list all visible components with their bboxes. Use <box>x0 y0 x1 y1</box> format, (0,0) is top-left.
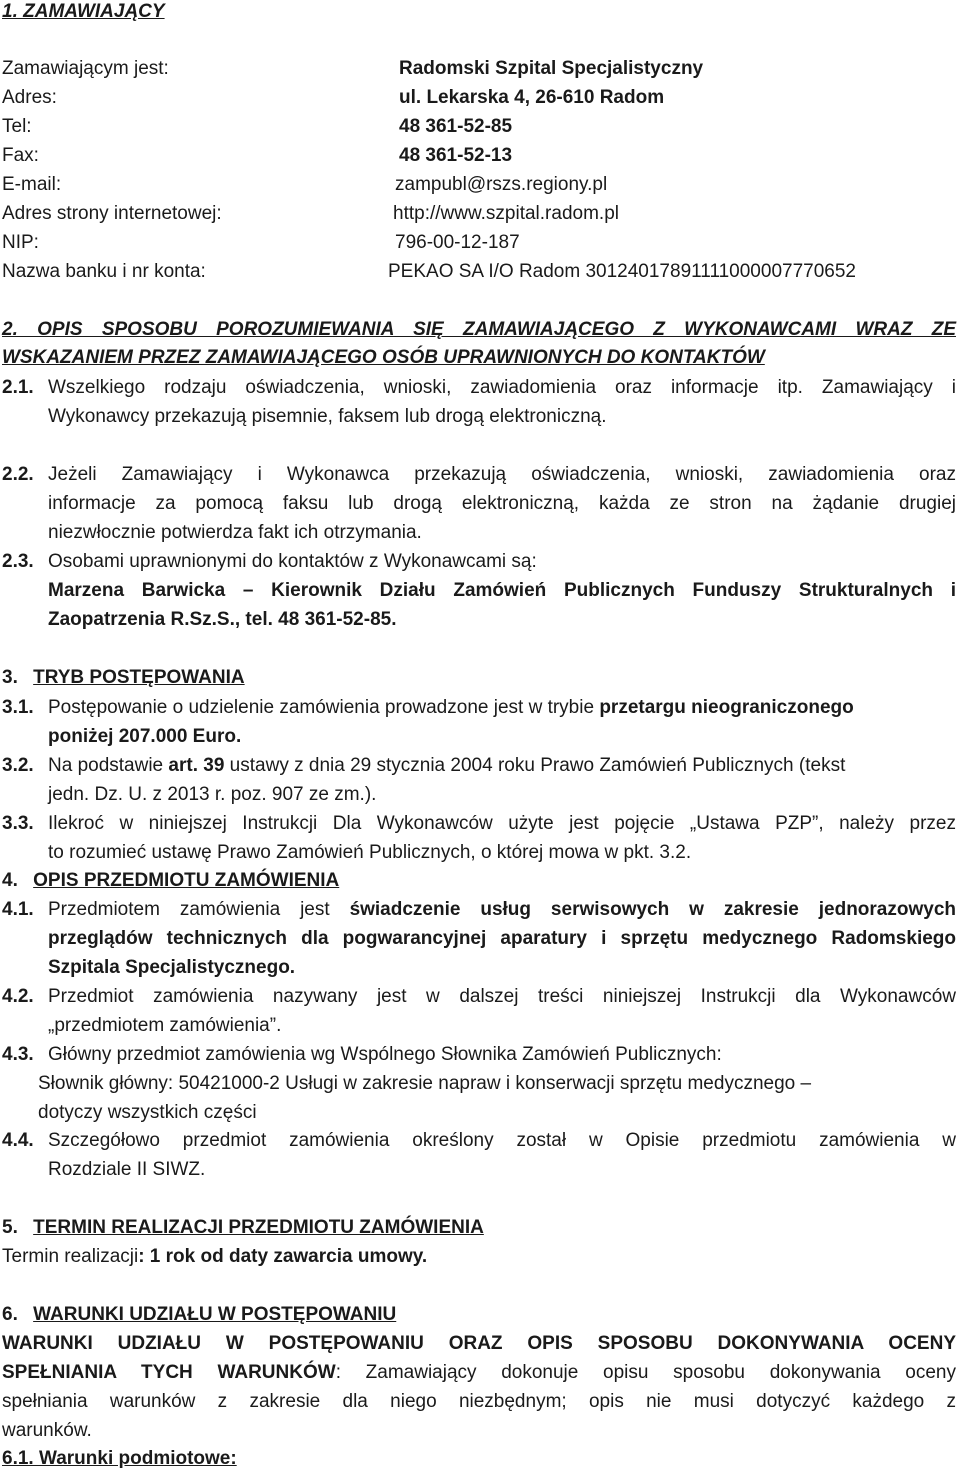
section-5-heading-number: 5. <box>2 1217 18 1238</box>
section-6-heading-text: WARUNKI UDZIAŁU W POSTĘPOWANIU <box>33 1304 397 1325</box>
item-4-1-line-3: Szpitala Specjalistycznego. <box>48 957 296 978</box>
item-3-1-text: Postępowanie o udzielenie zamówienia prowadzone jest w trybie <box>48 697 600 718</box>
item-4-2-line-2: „przedmiotem zamówienia”. <box>48 1015 282 1036</box>
label-nip: NIP: <box>2 232 39 253</box>
item-2-2-line-1: Jeżeli Zamawiający i Wykonawca przekazują oświadczenia, wnioski, zawiadomienia oraz <box>48 464 956 485</box>
item-2-1-number: 2.1. <box>2 377 34 398</box>
item-2-2-number: 2.2. <box>2 464 34 485</box>
item-2-2-line-2: informacje za pomocą faksu lub drogą elektroniczną, każda ze stron na żądanie drugiej <box>48 493 956 514</box>
item-4-1-line-1 <box>48 898 956 922</box>
item-3-1-number: 3.1. <box>2 697 34 718</box>
section-5-heading-text: TERMIN REALIZACJI PRZEDMIOTU ZAMÓWIENIA <box>33 1217 484 1238</box>
value-zamawiajacy: Radomski Szpital Specjalistyczny <box>399 58 704 79</box>
item-3-3-number: 3.3. <box>2 813 34 834</box>
section-4-heading <box>2 869 339 893</box>
value-email[interactable]: zampubl@rszs.regiony.pl <box>395 174 608 195</box>
item-3-2-line-1 <box>48 754 845 778</box>
item-4-1-number: 4.1. <box>2 899 34 920</box>
item-3-3-line-1: Ilekroć w niniejszej Instrukcji Dla Wykonawców użyte jest pojęcie „Ustawa PZP”, należy przez <box>48 813 956 834</box>
item-3-1-line-1 <box>48 696 854 720</box>
item-4-4-line-2: Rozdziale II SIWZ. <box>48 1159 206 1180</box>
value-adres: ul. Lekarska 4, 26-610 Radom <box>399 87 665 108</box>
label-zamawiajacy: Zamawiającym jest: <box>2 58 169 79</box>
section-6-line-3: spełniania warunków z zakresie dla niego niezbędnym; opis nie musi dotyczyć każdego z <box>2 1391 956 1412</box>
item-4-2-line-1: Przedmiot zamówienia nazywany jest w dalszej treści niniejszej Instrukcji dla Wykonawców <box>48 986 956 1007</box>
item-4-3-line-2: Słownik główny: 50421000-2 Usługi w zakresie napraw i konserwacji sprzętu medycznego – <box>38 1073 812 1094</box>
item-3-3-line-2: to rozumieć ustawę Prawo Zamówień Publicznych, o której mowa w pkt. 3.2. <box>48 842 692 863</box>
item-4-1-service: świadczenie usług serwisowych w zakresie jednorazowych <box>349 899 956 920</box>
item-2-1-line-1: Wszelkiego rodzaju oświadczenia, wnioski, zawiadomienia oraz informacje itp. Zamawiający i <box>48 377 956 398</box>
item-3-1-line-2: poniżej 207.000 Euro. <box>48 726 242 747</box>
completion-term <box>2 1245 427 1269</box>
section-3-heading-number: 3. <box>2 667 18 688</box>
item-4-1-text: Przedmiotem zamówienia jest <box>48 899 350 920</box>
item-4-2-number: 4.2. <box>2 986 34 1007</box>
item-3-2-line-2: jedn. Dz. U. z 2013 r. poz. 907 ze zm.). <box>48 784 377 805</box>
label-fax: Fax: <box>2 145 39 166</box>
item-4-3-line-3: dotyczy wszystkich części <box>38 1102 257 1123</box>
label-adres: Adres: <box>2 87 57 108</box>
label-bank: Nazwa banku i nr konta: <box>2 261 206 282</box>
section-6-line-2 <box>2 1361 956 1385</box>
item-4-3-number: 4.3. <box>2 1044 34 1065</box>
section-3-heading-text: TRYB POSTĘPOWANIA <box>33 667 245 688</box>
item-4-4-number: 4.4. <box>2 1130 34 1151</box>
section-6-line-4: warunków. <box>2 1420 92 1441</box>
item-3-1-trybe: przetargu nieograniczonego <box>599 697 854 718</box>
value-website[interactable]: http://www.szpital.radom.pl <box>393 203 619 224</box>
label-tel: Tel: <box>2 116 32 137</box>
item-2-2-line-3: niezwłocznie potwierdza fakt ich otrzymania. <box>48 522 422 543</box>
section-5-heading <box>2 1216 484 1240</box>
section-6-heading <box>2 1303 396 1327</box>
completion-term-label: Termin realizacji <box>2 1246 139 1267</box>
item-3-2-number: 3.2. <box>2 755 34 776</box>
item-3-2-text-b: ustawy z dnia 29 stycznia 2004 roku Prawo Zamówień Publicznych (tekst <box>224 755 846 776</box>
section-6-heading-number: 6. <box>2 1304 18 1325</box>
item-3-2-art: art. <box>168 755 198 776</box>
item-2-3-contact-person: Marzena Barwicka – Kierownik Działu Zamówień Publicznych Funduszy Strukturalnych i <box>48 580 956 601</box>
item-2-1-line-2: Wykonawcy przekazują pisemnie, faksem lub drogą elektroniczną. <box>48 406 607 427</box>
section-2-heading-line-2: WSKAZANIEM PRZEZ ZAMAWIAJĄCEGO OSÓB UPRAWNIONYCH DO KONTAKTÓW <box>2 347 765 368</box>
value-fax: 48 361-52-13 <box>399 145 513 166</box>
item-2-3-number: 2.3. <box>2 551 34 572</box>
item-2-3-contact-tel: Zaopatrzenia R.Sz.S., tel. 48 361-52-85. <box>48 609 397 630</box>
section-4-heading-text: OPIS PRZEDMIOTU ZAMÓWIENIA <box>33 870 340 891</box>
item-4-4-line-1: Szczegółowo przedmiot zamówienia określony został w Opisie przedmiotu zamówienia w <box>48 1130 956 1151</box>
section-3-heading <box>2 666 245 690</box>
section-6-conditions-text: : Zamawiający dokonuje opisu sposobu dokonywania oceny <box>335 1362 957 1383</box>
completion-term-value: : 1 rok od daty zawarcia umowy. <box>138 1246 428 1267</box>
label-email: E-mail: <box>2 174 62 195</box>
section-4-heading-number: 4. <box>2 870 18 891</box>
value-bank: PEKAO SA I/O Radom 30124017891111000007770652 <box>388 261 856 282</box>
item-4-3-line-1: Główny przedmiot zamówienia wg Wspólnego Słownika Zamówień Publicznych: <box>48 1044 722 1065</box>
section-6-1-heading: 6.1. Warunki podmiotowe: <box>2 1448 237 1469</box>
section-6-line-1: WARUNKI UDZIAŁU W POSTĘPOWANIU ORAZ OPIS SPOSOBU DOKONYWANIA OCENY <box>2 1333 956 1354</box>
section-6-conditions-label: SPEŁNIANIA TYCH WARUNKÓW <box>2 1362 336 1383</box>
item-3-2-text-a: Na podstawie <box>48 755 169 776</box>
label-website: Adres strony internetowej: <box>2 203 222 224</box>
item-2-3-line-1: Osobami uprawnionymi do kontaktów z Wykonawcami są: <box>48 551 537 572</box>
value-tel: 48 361-52-85 <box>399 116 513 137</box>
section-1-heading: 1. ZAMAWIAJĄCY <box>2 1 165 22</box>
item-4-1-line-2: przeglądów technicznych dla pogwarancyjnej aparatury i sprzętu medycznego Radomskiego <box>48 928 956 949</box>
item-3-2-art-number: 39 <box>197 755 225 776</box>
value-nip: 796-00-12-187 <box>395 232 520 253</box>
section-2-heading-line-1: 2. OPIS SPOSOBU POROZUMIEWANIA SIĘ ZAMAWIAJĄCEGO Z WYKONAWCAMI WRAZ ZE <box>2 319 956 340</box>
